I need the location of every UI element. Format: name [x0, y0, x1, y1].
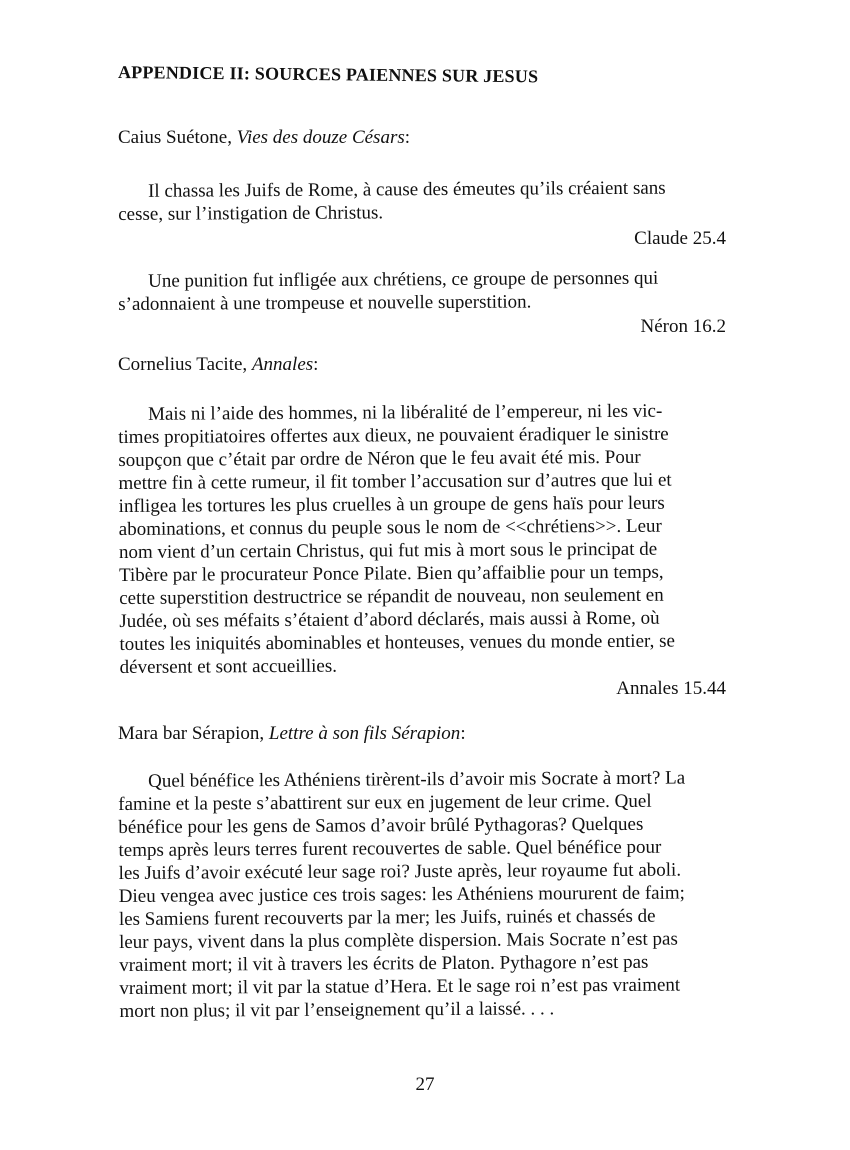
- quote-line: temps après leurs terres furent recouvertes de sable. Quel bénéfice pour: [118, 836, 662, 861]
- reference-annales: Annales 15.44: [616, 678, 726, 699]
- source-title-mara: [118, 723, 466, 745]
- quote-line: famine et la peste s’abattirent sur eux en jugement de leur crime. Quel: [118, 790, 652, 815]
- quote-line: mort non plus; il vit par l’enseignement qu’il a laissé. . . .: [119, 998, 555, 1022]
- source-work: Lettre à son fils Sérapion: [268, 723, 461, 744]
- quote-claude: [118, 176, 733, 226]
- quote-line: times propitiatoires offertes aux dieux, ne pouvaient éradiquer le sinistre: [118, 423, 669, 448]
- reference-claude: Claude 25.4: [634, 228, 726, 249]
- quote-line: vraiment mort; il vit à travers les écrits de Platon. Pythagore n’est pas: [119, 951, 649, 976]
- quote-line: bénéfice pour les gens de Samos d’avoir brûlé Pythagoras? Quelques: [118, 813, 644, 838]
- quote-line: Dieu vengea avec justice ces trois sages: les Athéniens moururent de faim;: [118, 882, 685, 907]
- appendix-heading: APPENDICE II: SOURCES PAIENNES SUR JESUS: [117, 62, 539, 87]
- reference-neron: Néron 16.2: [640, 316, 726, 337]
- source-suffix: :: [313, 354, 319, 375]
- quote-line: mettre fin à cette rumeur, il fit tomber l’accusation sur d’autres que lui et: [118, 469, 672, 494]
- quote-line: Judée, où ses méfaits s’étaient d’abord déclarés, mais aussi à Rome, où: [119, 607, 660, 632]
- source-suffix: :: [460, 723, 466, 744]
- quote-line: Tibère par le procurateur Ponce Pilate. Bien qu’affaiblie pour un temps,: [118, 561, 664, 586]
- quote-line: déversent et sont accueillies.: [119, 655, 338, 678]
- quote-line: vraiment mort; il vit par la statue d’Hera. Et le sage roi n’est pas vraiment: [119, 974, 681, 999]
- source-work: Vies des douze Césars: [236, 127, 405, 148]
- source-title-suetone: [118, 127, 410, 149]
- quote-line: cette superstition destructrice se répandit de nouveau, non seulement en: [119, 584, 664, 609]
- quote-line: abominations, et connus du peuple sous le nom de <<chrétiens>>. Leur: [118, 515, 662, 540]
- quote-line: s’adonnaient à une trompeuse et nouvelle superstition.: [118, 291, 532, 315]
- quote-annales: [118, 399, 735, 679]
- source-work: Annales: [251, 354, 314, 375]
- source-title-tacite: [118, 354, 318, 376]
- quote-line: Quel bénéfice les Athéniens tirèrent-ils d’avoir mis Socrate à mort? La: [148, 767, 686, 792]
- source-author: Mara bar Sérapion,: [118, 723, 269, 744]
- page-number: 27: [415, 1074, 435, 1095]
- source-author: Caius Suétone,: [118, 127, 237, 148]
- quote-line: soupçon que c’était par ordre de Néron que le feu avait été mis. Pour: [118, 446, 641, 471]
- source-suffix: :: [404, 127, 411, 148]
- quote-line: Mais ni l’aide des hommes, ni la libéralité de l’empereur, ni les vic-: [148, 400, 663, 425]
- quote-line: Une punition fut infligée aux chrétiens, ce groupe de personnes qui: [148, 267, 659, 292]
- quote-line: toutes les iniquités abominables et honteuses, venues du monde entier, se: [119, 630, 675, 655]
- quote-line: les Juifs d’avoir exécuté leur sage roi? Juste après, leur royaume fut aboli.: [118, 859, 682, 884]
- quote-line: cesse, sur l’instigation de Christus.: [118, 202, 384, 225]
- quote-line: nom vient d’un certain Christus, qui fut mis à mort sous le principat de: [118, 538, 658, 563]
- quote-neron: [118, 266, 733, 316]
- quote-line: infligea les tortures les plus cruelles à un groupe de gens haïs pour leurs: [118, 492, 665, 517]
- quote-line: leur pays, vivent dans la plus complète dispersion. Mais Socrate n’est pas: [118, 928, 678, 953]
- quote-line: Il chassa les Juifs de Rome, à cause des émeutes qu’ils créaient sans: [148, 177, 666, 202]
- quote-line: les Samiens furent recouverts par la mer; les Juifs, ruinés et chassés de: [118, 905, 656, 930]
- quote-mara: [118, 766, 735, 1023]
- source-author: Cornelius Tacite,: [118, 354, 252, 375]
